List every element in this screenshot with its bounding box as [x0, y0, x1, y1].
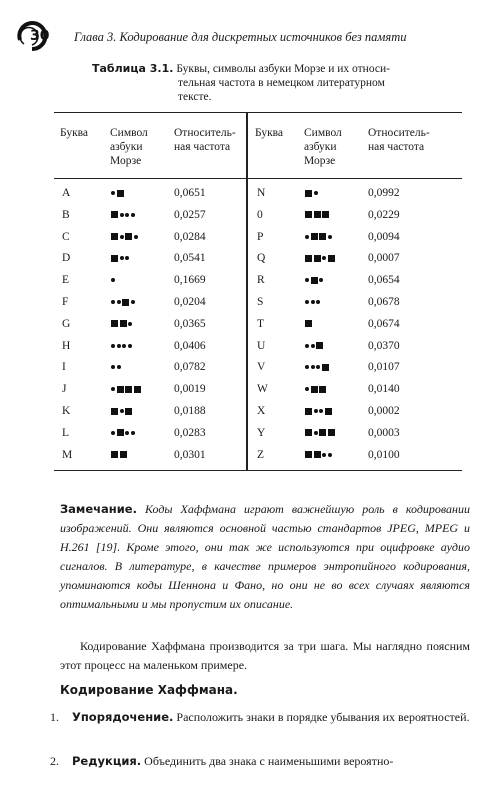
row-frequency: 0,0301	[174, 448, 206, 461]
morse-symbol	[111, 230, 138, 244]
row-letter: Y	[257, 426, 266, 439]
running-header: Глава 3. Кодирование для дискретных источников без памяти	[74, 30, 407, 44]
table-header-rule	[54, 178, 462, 179]
row-letter: D	[62, 252, 71, 265]
row-frequency: 0,0229	[368, 208, 400, 221]
step-text: Расположить знаки в порядке убывания их вероятностей.	[176, 710, 470, 724]
morse-dot	[111, 387, 115, 391]
morse-dash	[305, 255, 312, 262]
morse-dot	[111, 278, 115, 282]
morse-dot	[111, 300, 115, 304]
row-frequency: 0,0284	[174, 230, 206, 243]
row-frequency: 0,1669	[174, 274, 206, 287]
caption-line-1: Буквы, символы азбуки Морзе и их относи-	[176, 63, 390, 75]
morse-symbol	[111, 360, 121, 374]
row-letter: E	[62, 274, 70, 287]
row-letter: W	[257, 383, 268, 396]
row-frequency: 0,0002	[368, 405, 400, 417]
morse-dash	[117, 386, 124, 393]
morse-symbol	[111, 251, 129, 265]
step-title: Упорядочение.	[72, 710, 174, 724]
row-letter: J	[62, 383, 67, 396]
step-text: Объединить два знака с наименьшими вероятно-	[144, 754, 394, 768]
morse-symbol	[305, 273, 323, 287]
note-label: Замечание.	[60, 502, 137, 516]
morse-symbol	[305, 208, 329, 222]
row-frequency: 0,0406	[174, 339, 206, 352]
morse-dot	[311, 344, 315, 348]
row-letter: G	[62, 317, 71, 330]
morse-dash	[305, 429, 312, 436]
body-paragraph: Кодирование Хаффмана производится за три шага. Мы наглядно поясним этот процесс на маленьком примере.	[60, 639, 470, 672]
row-letter: X	[257, 405, 266, 417]
row-letter: P	[257, 230, 264, 243]
morse-dot	[122, 344, 126, 348]
morse-symbol	[111, 186, 124, 200]
morse-dash	[111, 451, 118, 458]
table-bottom-rule	[54, 470, 462, 471]
table-caption	[92, 62, 422, 104]
header-freq-right: Относитель- ная частота	[368, 127, 430, 153]
row-letter: U	[257, 339, 266, 352]
row-letter: V	[257, 361, 266, 374]
row-frequency: 0,0204	[174, 296, 206, 308]
morse-dot	[117, 365, 121, 369]
row-letter: A	[62, 187, 71, 199]
header-letter-right: Буква	[255, 127, 284, 139]
morse-symbol	[305, 251, 335, 265]
morse-dash	[311, 233, 318, 240]
row-frequency: 0,0257	[174, 208, 206, 221]
morse-dot	[311, 365, 315, 369]
row-frequency: 0,0782	[174, 361, 206, 374]
list-item	[50, 752, 470, 771]
morse-dot	[319, 278, 323, 282]
row-frequency: 0,0370	[368, 339, 400, 352]
morse-dash	[125, 233, 132, 240]
morse-dot	[125, 213, 129, 217]
morse-dash	[111, 255, 118, 262]
row-letter: Q	[257, 252, 266, 265]
row-frequency: 0,0678	[368, 296, 400, 308]
morse-dot	[305, 235, 309, 239]
row-letter: Z	[257, 448, 265, 461]
morse-symbol	[305, 317, 312, 331]
row-frequency: 0,0100	[368, 448, 400, 461]
row-letter: H	[62, 339, 71, 352]
morse-dot	[322, 453, 326, 457]
morse-dot	[314, 409, 318, 413]
morse-symbol	[305, 186, 318, 200]
caption-line-2: тельная частота в немецком литературном	[178, 77, 385, 89]
morse-dash	[322, 211, 329, 218]
row-frequency: 0,0651	[174, 187, 206, 199]
morse-dash	[328, 429, 335, 436]
morse-symbol	[305, 426, 335, 440]
morse-dash	[111, 233, 118, 240]
morse-dot	[305, 387, 309, 391]
morse-dash	[314, 255, 321, 262]
row-frequency: 0,0094	[368, 230, 400, 243]
morse-dot	[131, 431, 135, 435]
row-frequency: 0,0283	[174, 426, 206, 439]
list-number: 1.	[50, 710, 59, 724]
morse-dot	[128, 344, 132, 348]
row-letter: N	[257, 187, 266, 199]
row-letter: R	[257, 274, 265, 287]
morse-symbol	[111, 426, 135, 440]
subheading: Кодирование Хаффмана.	[60, 683, 238, 697]
morse-symbol	[305, 230, 332, 244]
morse-dash	[305, 408, 312, 415]
page-number: 30	[30, 28, 50, 44]
morse-dash	[117, 190, 124, 197]
morse-dash	[125, 386, 132, 393]
morse-dot	[311, 300, 315, 304]
row-letter: 0	[257, 208, 263, 221]
morse-dash	[319, 386, 326, 393]
morse-dot	[120, 213, 124, 217]
morse-dash	[325, 408, 332, 415]
list-item	[50, 708, 470, 727]
morse-symbol	[305, 382, 326, 396]
morse-dash	[111, 408, 118, 415]
list-number: 2.	[50, 754, 59, 768]
morse-dot	[128, 322, 132, 326]
morse-dot	[111, 344, 115, 348]
step-title: Редукция.	[72, 754, 142, 768]
morse-dot	[125, 431, 129, 435]
morse-dash	[319, 233, 326, 240]
morse-dot	[134, 235, 138, 239]
row-letter: B	[62, 208, 70, 221]
morse-dash	[120, 320, 127, 327]
row-letter: F	[62, 296, 69, 308]
caption-label: Таблица 3.1.	[92, 62, 174, 75]
morse-dot	[314, 431, 318, 435]
morse-symbol	[111, 295, 135, 309]
morse-dot	[131, 300, 135, 304]
row-letter: I	[62, 361, 66, 374]
header-freq-left: Относитель- ная частота	[174, 127, 236, 153]
caption-line-3: тексте.	[178, 91, 212, 103]
row-frequency: 0,0541	[174, 252, 206, 265]
table-top-rule	[54, 112, 462, 113]
morse-dot	[328, 453, 332, 457]
morse-symbol	[305, 448, 332, 462]
morse-dash	[305, 320, 312, 327]
morse-dot	[111, 431, 115, 435]
row-frequency: 0,0019	[174, 383, 206, 396]
row-frequency: 0,0654	[368, 274, 400, 287]
row-letter: T	[257, 317, 265, 330]
row-letter: S	[257, 296, 264, 308]
morse-symbol	[111, 382, 141, 396]
row-frequency: 0,0107	[368, 361, 400, 374]
morse-dot	[131, 213, 135, 217]
morse-dot	[125, 256, 129, 260]
morse-dot	[111, 365, 115, 369]
morse-symbol	[111, 317, 132, 331]
morse-dot	[120, 256, 124, 260]
morse-dot	[314, 191, 318, 195]
morse-symbol	[111, 404, 132, 418]
row-frequency: 0,0140	[368, 383, 400, 396]
morse-dash	[305, 190, 312, 197]
morse-dash	[305, 451, 312, 458]
morse-symbol	[111, 273, 115, 287]
note-paragraph	[60, 500, 470, 614]
morse-dash	[120, 451, 127, 458]
morse-dot	[117, 344, 121, 348]
morse-dot	[111, 191, 115, 195]
note-text: Коды Хаффмана играют важнейшую роль в кодировании изображений. Они являются основной частью стандартов JPEG, MPEG и H.261 [19]. Кроме этого, они так же используются при оцифровке аудио сигналов. В литературе, в качестве примеров энтропийного кодирования, упоминаются коды Шеннона и Фано, но они не во всех случаях являются оптимальными и мы пропустим их описание.	[60, 502, 470, 611]
morse-dash	[316, 342, 323, 349]
morse-symbol	[305, 295, 320, 309]
morse-dash	[319, 429, 326, 436]
header-letter-left: Буква	[60, 127, 89, 139]
morse-dash	[311, 386, 318, 393]
row-letter: M	[62, 448, 73, 461]
morse-dot	[305, 344, 309, 348]
row-letter: K	[62, 405, 71, 417]
morse-dash	[314, 211, 321, 218]
morse-dot	[117, 300, 121, 304]
morse-dash	[305, 211, 312, 218]
table-center-divider	[246, 112, 248, 470]
morse-dash	[311, 277, 318, 284]
morse-dash	[134, 386, 141, 393]
morse-dot	[328, 235, 332, 239]
morse-symbol	[305, 404, 332, 418]
morse-dash	[314, 451, 321, 458]
row-letter: L	[62, 426, 70, 439]
morse-dash	[322, 364, 329, 371]
morse-dot	[319, 409, 323, 413]
morse-dash	[117, 429, 124, 436]
morse-dot	[305, 365, 309, 369]
morse-symbol	[111, 448, 127, 462]
morse-dot	[120, 235, 124, 239]
morse-dash	[125, 408, 132, 415]
morse-dash	[111, 320, 118, 327]
row-frequency: 0,0188	[174, 405, 206, 417]
morse-dash	[111, 211, 118, 218]
morse-dot	[322, 256, 326, 260]
morse-dot	[305, 278, 309, 282]
row-letter: C	[62, 230, 70, 243]
header-symbol-left: Символ азбуки Морзе	[110, 127, 148, 167]
row-frequency: 0,0992	[368, 187, 400, 199]
morse-dash	[328, 255, 335, 262]
morse-dot	[120, 409, 124, 413]
morse-dot	[316, 365, 320, 369]
row-frequency: 0,0674	[368, 317, 400, 330]
morse-symbol	[111, 208, 135, 222]
row-frequency: 0,0007	[368, 252, 400, 265]
morse-dot	[305, 300, 309, 304]
row-frequency: 0,0365	[174, 317, 206, 330]
morse-symbol	[305, 339, 323, 353]
row-frequency: 0,0003	[368, 426, 400, 439]
morse-symbol	[305, 360, 329, 374]
header-symbol-right: Символ азбуки Морзе	[304, 127, 342, 167]
morse-dash	[122, 299, 129, 306]
morse-symbol	[111, 339, 132, 353]
morse-dot	[316, 300, 320, 304]
